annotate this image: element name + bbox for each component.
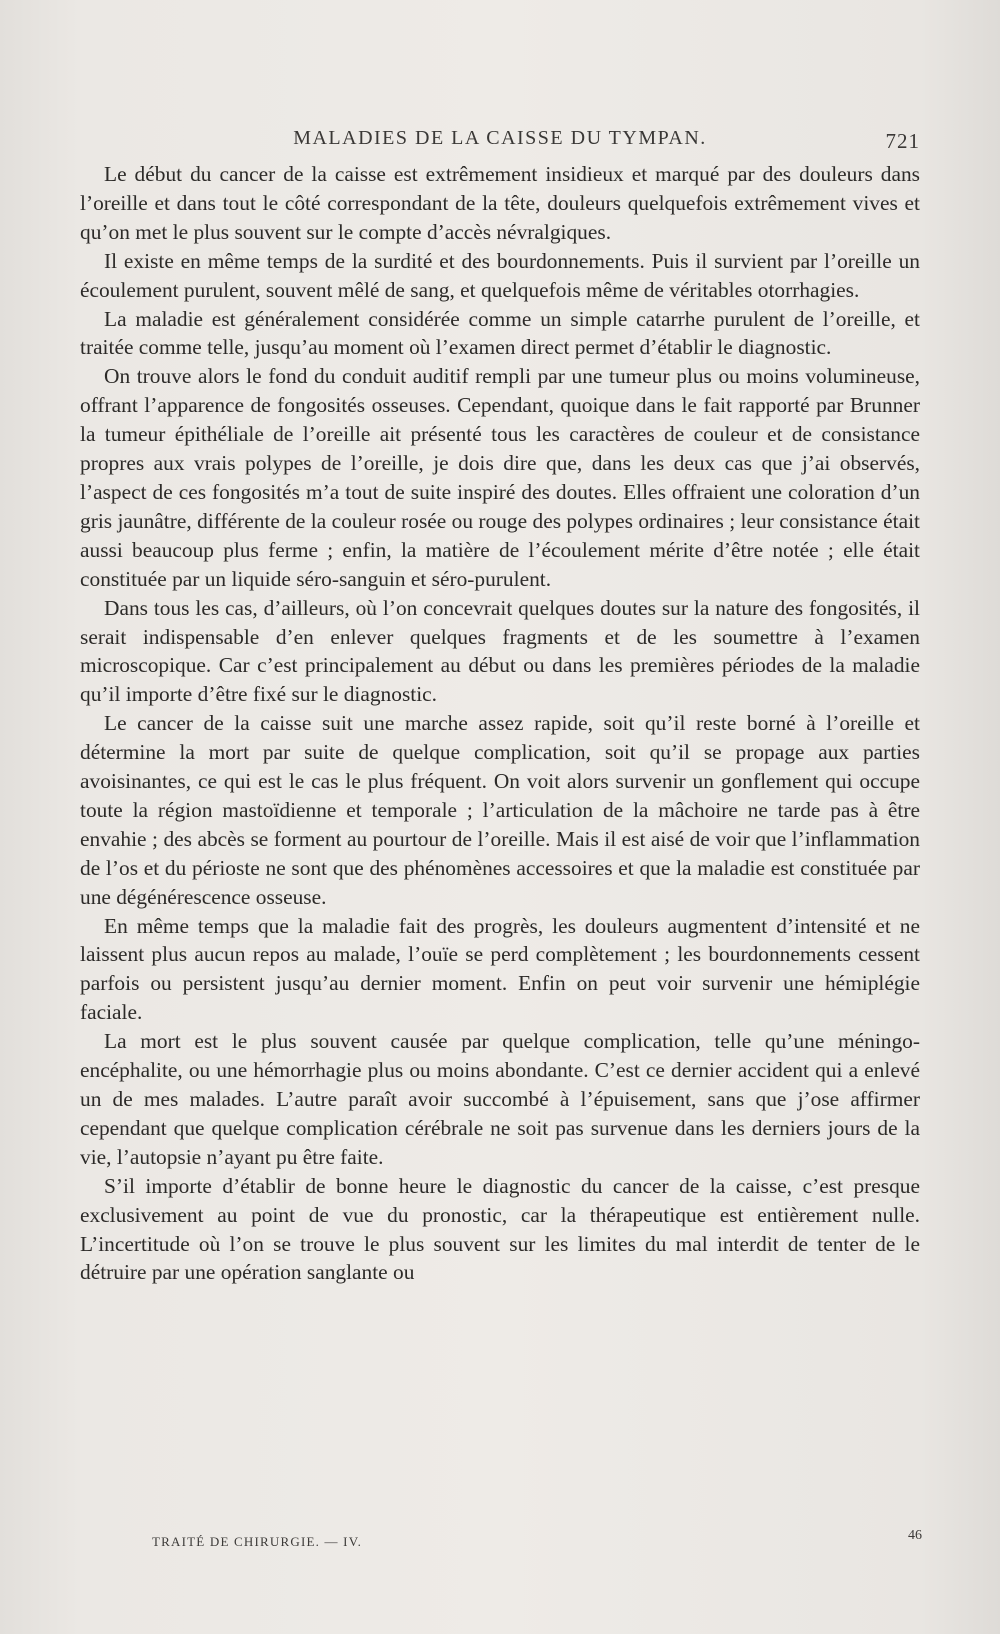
running-head: MALADIES DE LA CAISSE DU TYMPAN. [293,127,707,149]
paragraph: S’il importe d’établir de bonne heure le diagnostic du cancer de la caisse, c’est presque exclusivement au point de vue du pronostic, car la thérapeutique est entièrement nulle. L’incertitude où l’on se trouve le plus souvent sur les limites du mal interdit de tenter de le détruire par une opération sanglante ou [80,1173,920,1285]
paragraph: On trouve alors le fond du conduit auditif rempli par une tumeur plus ou moins volumineuse, offrant l’apparence de fongosités osseuses. Cependant, quoique dans le fait rapporté par Brunner la tumeur épithéliale de l’oreille ait présenté tous les caractères de couleur et de consistance propres aux vrais polypes de l’oreille, je dois dire que, dans les deux cas que j’ai observés, l’aspect de ces fongosités m’a tout de suite inspiré des doutes. Elles offraient une coloration d’un gris jaunâtre, différente de la couleur rosée ou rouge des polypes ordinaires ; leur consistance était aussi beaucoup plus ferme ; enfin, la matière de l’écoulement mérite d’être notée ; elle était constituée par un liquide séro-sanguin et séro-purulent. [80,364,920,591]
paragraph: Le cancer de la caisse suit une marche assez rapide, soit qu’il reste borné à l’oreille et détermine la mort par suite de quelque complication, soit qu’il se propage aux parties avoisinantes, ce qui est le cas le plus fréquent. On voit alors survenir un gonflement qui occupe toute la région mastoïdienne et temporale ; l’articulation de la mâchoire ne tarde pas à être envahie ; des abcès se forment au pourtour de l’oreille. Mais il est aisé de voir que l’inflammation de l’os et du périoste ne sont que des phénomènes accessoires et que la maladie est constituée par une dégénérescence osseuse. [80,711,920,909]
page-header [80,127,920,157]
footer-book-title: TRAITÉ DE CHIRURGIE. — IV. [152,1534,363,1549]
paragraph: En même temps que la maladie fait des progrès, les douleurs augmentent d’intensité et ne laissent plus aucun repos au malade, l’ouïe se perd complètement ; les bourdonnements cessent parfois ou persistent jusqu’au dernier moment. Enfin on peut voir survenir une hémiplégie faciale. [80,913,920,1025]
paragraph: Le début du cancer de la caisse est extrêmement insidieux et marqué par des douleurs dans l’oreille et dans tout le côté correspondant de la tête, douleurs quelquefois extrêmement vives et qu’on met le plus souvent sur le compte d’accès névralgiques. [80,162,920,244]
page-footer [152,1528,922,1558]
body-text [80,160,920,1287]
signature-mark: 46 [908,1528,922,1543]
paragraph: Il existe en même temps de la surdité et des bourdonnements. Puis il survient par l’oreille un écoulement purulent, souvent mêlé de sang, et quelquefois même de véritables otorrhagies. [80,248,920,302]
paragraph: Dans tous les cas, d’ailleurs, où l’on concevrait quelques doutes sur la nature des fongosités, il serait indispensable d’en enlever quelques fragments et de les soumettre à l’examen microscopique. Car c’est principalement au début ou dans les premières périodes de la maladie qu’il importe d’être fixé sur le diagnostic. [80,595,920,707]
paragraph: La maladie est généralement considérée comme un simple catarrhe purulent de l’oreille, et traitée comme telle, jusqu’au moment où l’examen direct permet d’établir le diagnostic. [80,306,920,360]
paragraph: La mort est le plus souvent causée par quelque complication, telle qu’une méningo-encéphalite, ou une hémorrhagie plus ou moins abondante. C’est ce dernier accident qui a enlevé un de mes malades. L’autre paraît avoir succombé à l’épuisement, sans que j’ose affirmer cependant que quelque complication cérébrale ne soit pas survenue dans les derniers jours de la vie, l’autopsie n’ayant pu être faite. [80,1029,920,1169]
page-number: 721 [885,129,920,153]
